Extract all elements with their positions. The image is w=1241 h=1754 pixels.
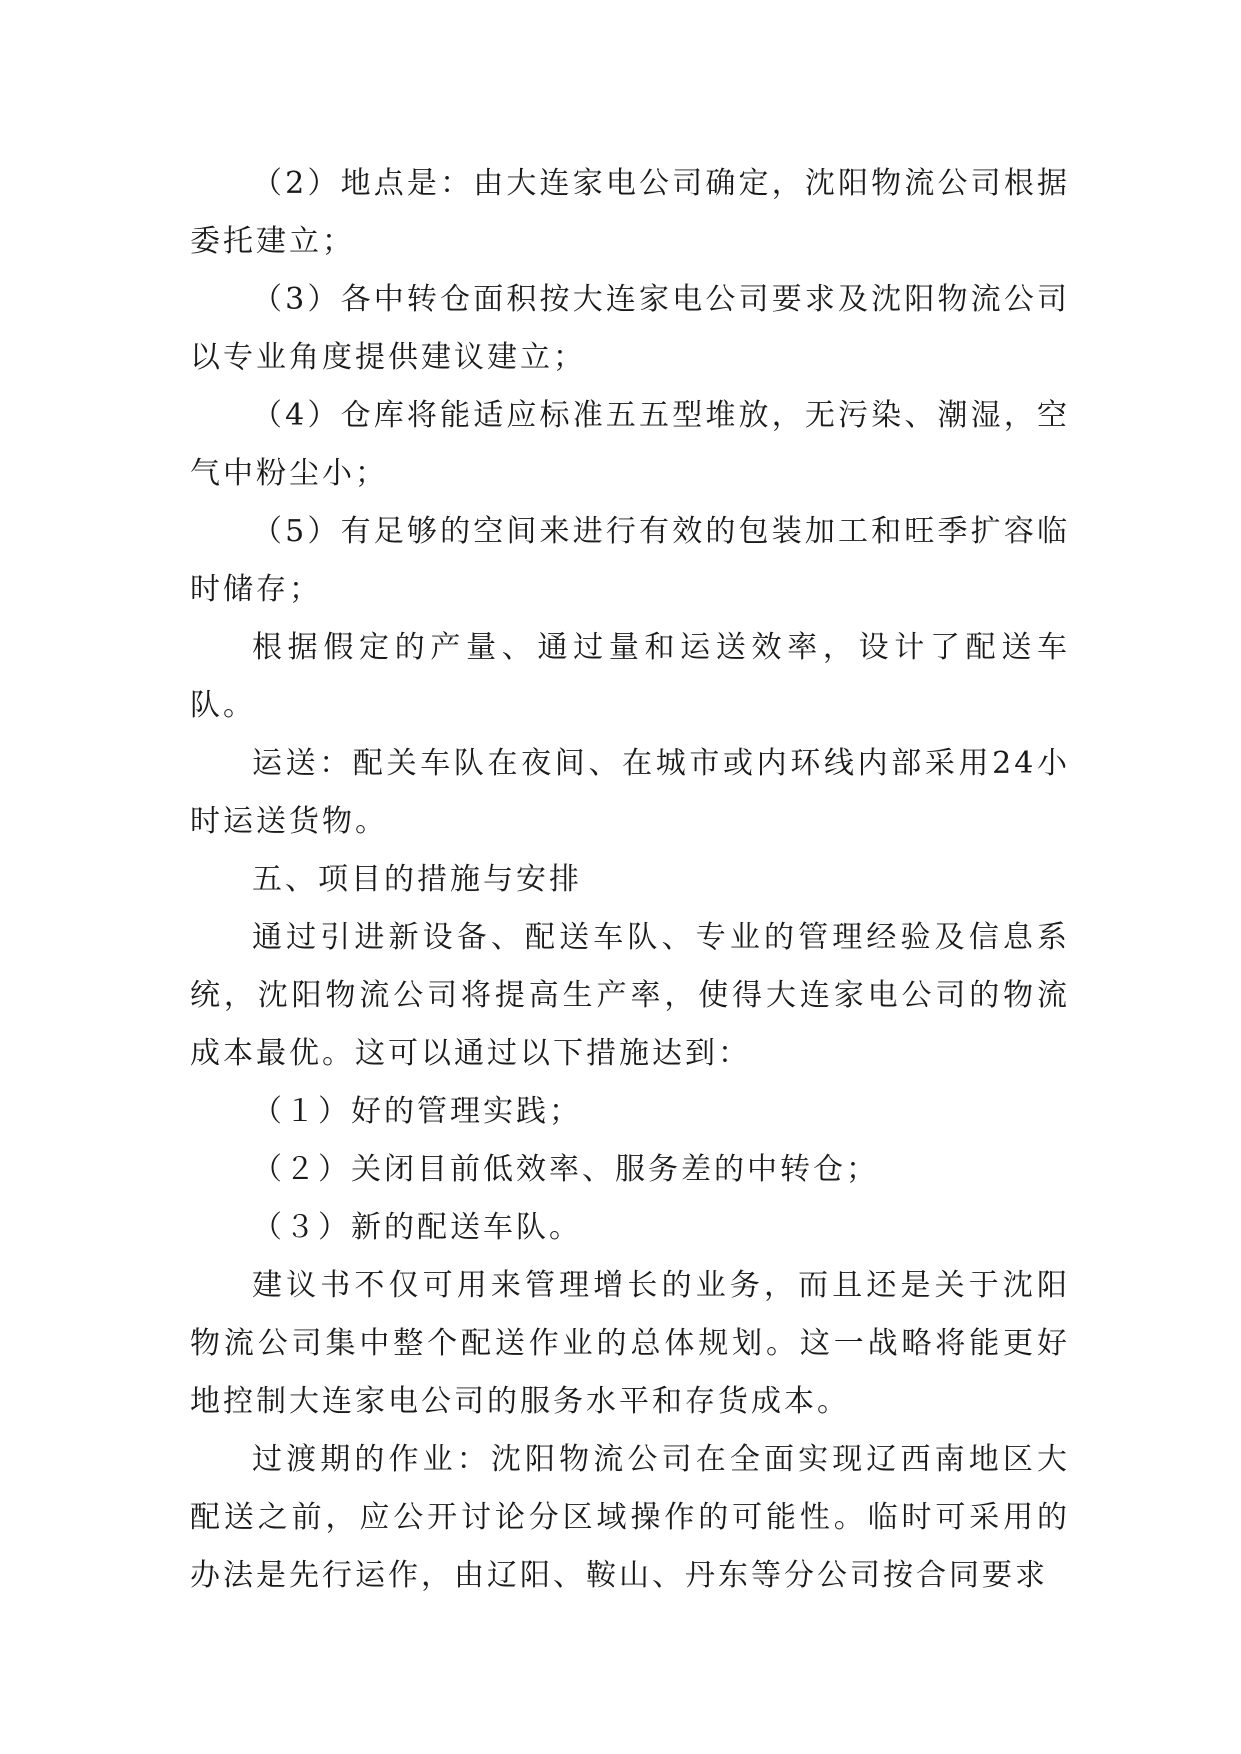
paragraph-measures-intro: 通过引进新设备、配送车队、专业的管理经验及信息系统，沈阳物流公司将提高生产率，使得大连家电公司的物流成本最优。这可以通过以下措施达到：: [190, 920, 1070, 1071]
document-body: [190, 155, 1070, 1605]
paragraph-proposal-scope: 建议书不仅可用来管理增长的业务，而且还是关于沈阳物流公司集中整个配送作业的总体规划。这一战略将能更好地控制大连家电公司的服务水平和存货成本。: [190, 1268, 1070, 1419]
section-heading-measures: 五、项目的措施与安排: [252, 862, 582, 897]
paragraph-location: （2）地点是：由大连家电公司确定，沈阳物流公司根据委托建立；: [190, 166, 1070, 259]
list-item-new-fleet: （３）新的配送车队。: [252, 1210, 582, 1245]
paragraph-fleet-design: 根据假定的产量、通过量和运送效率，设计了配送车队。: [190, 630, 1070, 723]
paragraph-warehouse-standard: （4）仓库将能适应标准五五型堆放，无污染、潮湿，空气中粉尘小；: [190, 398, 1070, 491]
paragraph-storage-space: （5）有足够的空间来进行有效的包装加工和旺季扩容临时储存；: [190, 514, 1070, 607]
paragraph-warehouse-area: （3）各中转仓面积按大连家电公司要求及沈阳物流公司以专业角度提供建议建立；: [190, 282, 1070, 375]
paragraph-transport: 运送：配关车队在夜间、在城市或内环线内部采用24小时运送货物。: [190, 746, 1070, 839]
list-item-management: （１）好的管理实践；: [252, 1094, 582, 1129]
list-item-close-warehouses: （２）关闭目前低效率、服务差的中转仓；: [252, 1152, 879, 1187]
paragraph-transition-period: 过渡期的作业：沈阳物流公司在全面实现辽西南地区大配送之前，应公开讨论分区域操作的可能性。临时可采用的办法是先行运作，由辽阳、鞍山、丹东等分公司按合同要求: [190, 1442, 1070, 1593]
